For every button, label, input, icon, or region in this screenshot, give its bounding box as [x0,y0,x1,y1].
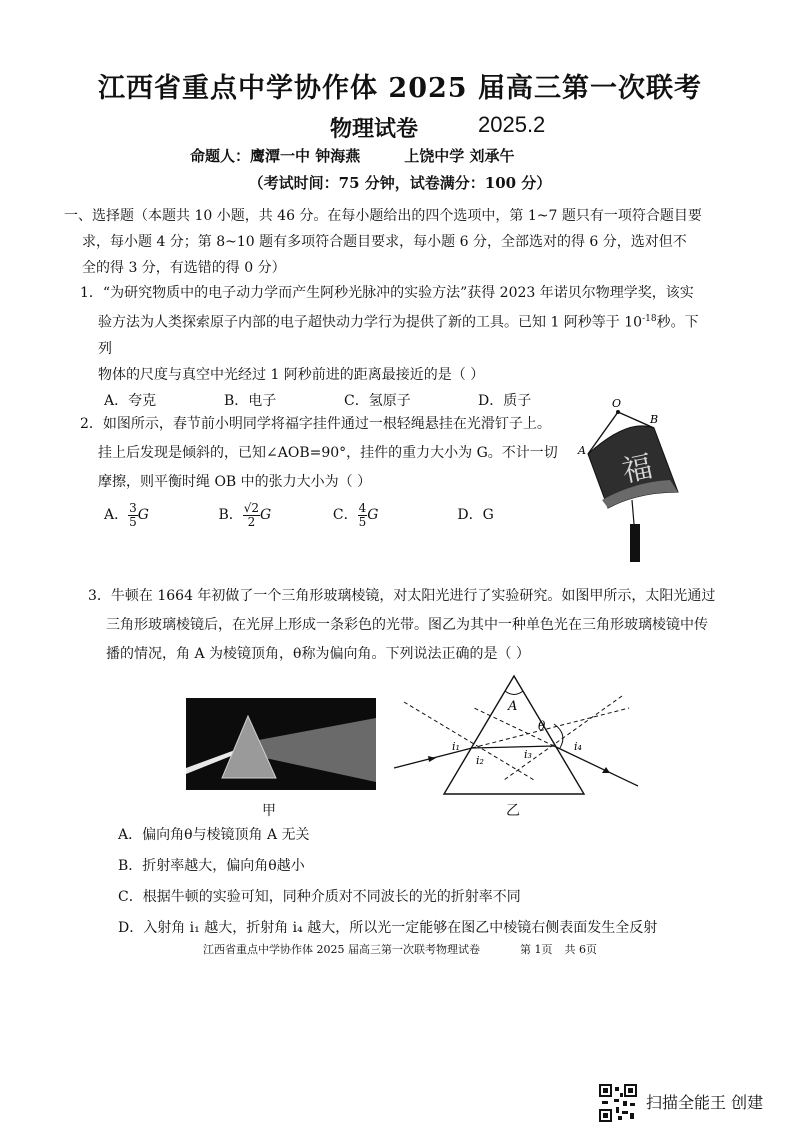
question-2 [80,410,560,530]
q2-line-3: 摩擦，则平衡时绳 OB 中的张力大小为（ ） [98,474,372,490]
footer-title: 江西省重点中学协作体 2025 届高三第一次联考物理试卷 [203,943,480,956]
question-3 [88,582,728,669]
q3-line-2: 三角形玻璃棱镜后，在光屏上形成一条彩色的光带。图乙为其中一种单色光在三角形玻璃棱镜中传 [106,617,708,633]
qr-code-icon [598,1083,638,1123]
q3-option-d[interactable]: D．入射角 i₁ 越大，折射角 i₄ 越大，所以光一定能够在图乙中棱镜右侧表面发生全反射 [118,920,658,936]
q2-line-2: 挂上后发现是倾斜的，已知∠AOB=90°，挂件的重力大小为 G。不计一切 [98,445,558,461]
q1-option-d[interactable]: D．质子 [478,392,532,409]
figure-yi-label: 乙 [506,803,520,819]
page-footer [0,941,800,957]
q1-line-1: 1．“为研究物质中的电子动力学而产生阿秒光脉冲的实验方法”获得 2023 年诺贝尔物理学奖，该实 [80,285,694,301]
figure-yi-diagram [384,672,644,802]
q2-c-fraction [358,502,368,529]
label-a: A [578,444,586,457]
label-theta: θ [538,719,546,733]
exam-date: 2025.2 [478,112,546,137]
footer-total: 共 6页 [564,943,597,956]
q2-b-tail: G [260,507,272,523]
q1-line-2 [80,306,710,362]
figure-jia-label: 甲 [262,803,276,819]
q1-line-2a: 验方法为人类探索原子内部的电子超快动力学行为提供了新的工具。已知 1 阿秒等于 10 [98,314,643,331]
q3-line-3: 播的情况，角 A 为棱镜顶角，θ称为偏向角。下列说法正确的是（ ） [106,646,530,662]
q1-line-2b: 秒。下列 [98,314,699,357]
q3-option-c[interactable]: C．根据牛顿的实验可知，同种介质对不同波长的光的折射率不同 [118,889,521,905]
tassel-string [632,500,634,524]
label-o: O [612,397,622,410]
q1-option-b[interactable]: B．电子 [224,392,277,409]
q2-option-b[interactable] [218,501,328,530]
figure-jia-photo [186,698,376,790]
fu-character: 福 [619,449,656,490]
label-i4: i₄ [574,740,582,753]
q2-c-label: C． [332,507,358,523]
label-i3: i₃ [524,748,532,761]
q2-options [80,501,560,530]
section-line-3: 全的得 3 分，有选错的得 0 分） [82,260,286,276]
author-2: 上饶中学 刘承午 [404,147,515,165]
authors-line [190,145,514,166]
exam-title: 江西省重点中学协作体 2025 届高三第一次联考 [98,73,702,104]
q3-line-1: 3．牛顿在 1664 年初做了一个三角形玻璃棱镜，对太阳光进行了实验研究。如图甲所示，太阳光通过 [88,588,716,604]
scanner-watermark: 扫描全能王 创建 [646,1093,764,1112]
q2-c-den: 5 [358,514,367,529]
extended-incident [472,708,629,748]
q2-option-c[interactable] [333,501,453,530]
q2-option-a[interactable] [104,501,214,530]
q2-option-d[interactable]: D．G [457,507,494,523]
q3-option-a[interactable]: A．偏向角θ与棱镜顶角 A 无关 [118,827,310,843]
label-i1: i₁ [452,740,460,753]
q2-c-tail: G [367,507,379,523]
q2-b-label: B． [218,507,243,523]
internal-ray [472,746,554,748]
q2-a-den: 5 [129,514,137,529]
q1-line-3: 物体的尺度与真空中光经过 1 阿秒前进的距离最接近的是（ ） [98,366,485,383]
authors-label: 命题人： [190,147,251,165]
q2-b-den: 2 [247,514,256,529]
footer-page: 第 1页 [520,943,553,956]
q2-b-num: √2 [243,500,260,515]
q2-line-1: 2．如图所示，春节前小明同学将福字挂件通过一根轻绳悬挂在光滑钉子上。 [80,416,551,432]
q2-a-fraction [128,502,138,529]
q2-a-label: A． [104,507,129,523]
q2-b-fraction [243,502,260,529]
label-b: B [650,413,659,426]
exam-info: （考试时间：75 分钟，试卷满分：100 分） [248,174,552,192]
author-1: 鹰潭一中 钟海燕 [250,147,361,165]
label-apex-a: A [508,699,518,714]
section-instructions [64,203,704,281]
section-line-2: 求，每小题 4 分；第 8~10 题有多项符合题目要求，每小题 6 分，全部选对的得 6 分，选对但不 [82,234,687,250]
q1-option-c[interactable]: C．氢原子 [344,392,411,409]
label-i2: i₂ [476,754,484,767]
tassel [630,524,640,562]
rope-ob [618,412,654,428]
apex-angle-arc [505,691,523,695]
nail-point [616,410,620,414]
q2-pendant-figure [568,396,718,566]
subject-title: 物理试卷 [330,116,419,142]
q2-a-num: 3 [129,500,137,515]
section-line-1: 一、选择题（本题共 10 小题，共 46 分。在每小题给出的四个选项中，第 1~7 题只有一项符合题目要 [64,208,702,224]
q3-option-b[interactable]: B．折射率越大，偏向角θ越小 [118,858,305,874]
q2-a-tail: G [137,507,149,523]
question-1 [80,280,710,414]
q1-exponent: -18 [642,314,657,324]
q1-option-a[interactable]: A．夸克 [104,392,157,409]
q2-c-num: 4 [358,500,367,515]
